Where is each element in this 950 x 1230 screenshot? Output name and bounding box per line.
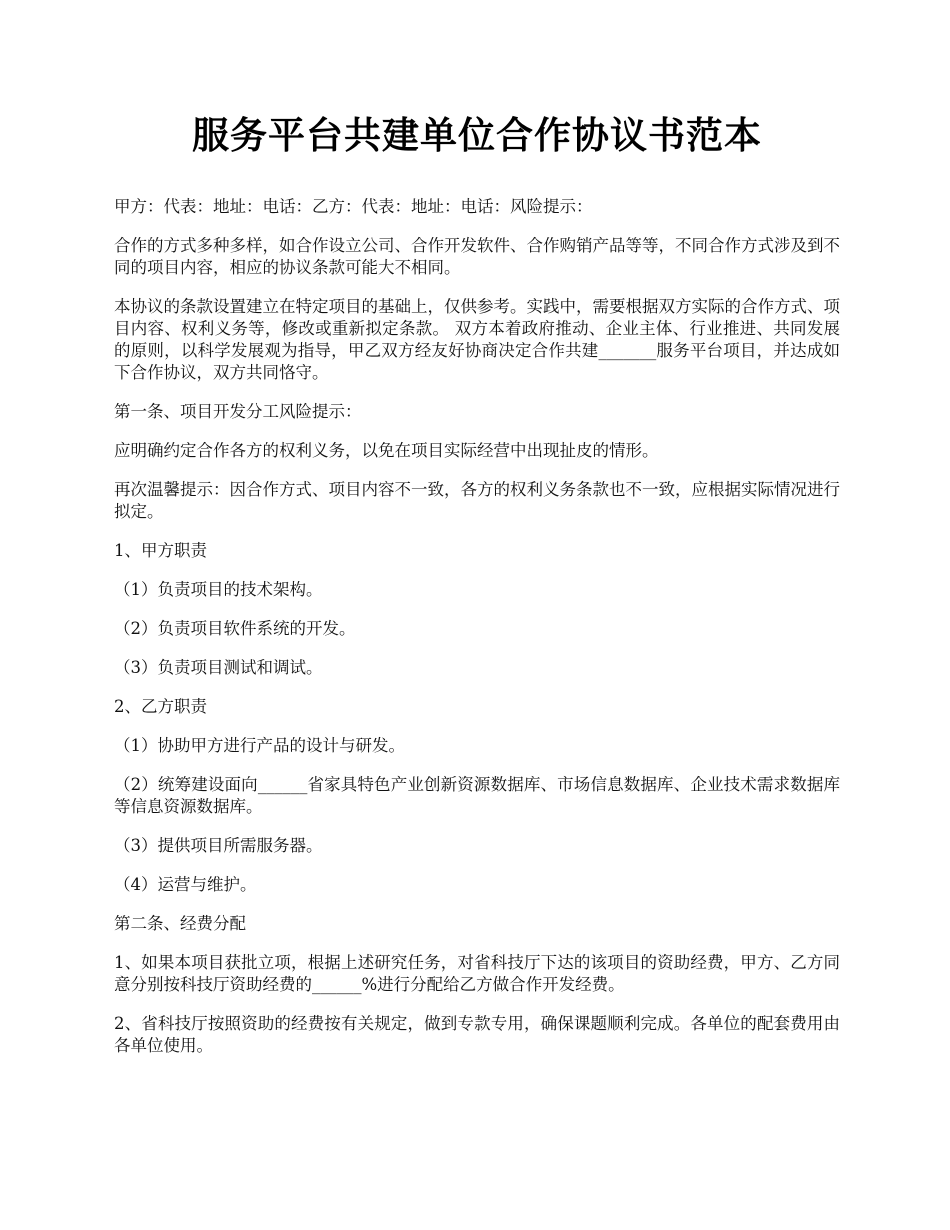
- paragraph-reminder: 再次温馨提示：因合作方式、项目内容不一致，各方的权利义务条款也不一致，应根据实际情况进行拟定。: [114, 480, 840, 521]
- party-b-duty-item: （4）运营与维护。: [114, 875, 257, 894]
- party-a-duty-item: （2）负责项目软件系统的开发。: [114, 619, 356, 638]
- party-b-duty-item: （1）协助甲方进行产品的设计与研发。: [114, 736, 405, 755]
- funding-clause: 1、如果本项目获批立项，根据上述研究任务，对省科技厅下达的该项目的资助经费，甲方、乙方同意分别按科技厅资助经费的______%进行分配给乙方做合作开发经费。: [114, 953, 840, 994]
- parties-line: 甲方：代表：地址：电话：乙方：代表：地址：电话：风险提示：: [114, 197, 593, 216]
- paragraph-cooperation-methods: 合作的方式多种多样，如合作设立公司、合作开发软件、合作购销产品等等，不同合作方式涉及到不同的项目内容，相应的协议条款可能大不相同。: [114, 236, 840, 277]
- paragraph-rights-obligations: 应明确约定合作各方的权利义务，以免在项目实际经营中出现扯皮的情形。: [114, 441, 659, 460]
- party-a-duty-item: （1）负责项目的技术架构。: [114, 580, 323, 599]
- party-b-duty-item: （2）统筹建设面向______省家具特色产业创新资源数据库、市场信息数据库、企业技术需求数据库等信息资源数据库。: [114, 775, 840, 816]
- funding-clause: 2、省科技厅按照资助的经费按有关规定，做到专款专用，确保课题顺利完成。各单位的配套费用由各单位使用。: [114, 1014, 840, 1055]
- party-a-duties-heading: 1、甲方职责: [114, 541, 207, 560]
- article-2-heading: 第二条、经费分配: [114, 914, 246, 933]
- article-1-heading: 第一条、项目开发分工风险提示：: [114, 402, 362, 421]
- document-title: 服务平台共建单位合作协议书范本: [192, 114, 762, 157]
- paragraph-agreement-basis: 本协议的条款设置建立在特定项目的基础上，仅供参考。实践中，需要根据双方实际的合作方式、项目内容、权利义务等，修改或重新拟定条款。 双方本着政府推动、企业主体、行业推进、共同发展的原则，以科学发展观为指导，甲乙双方经友好协商决定合作共建_______服务平台项目，并达成如下合作协议，双方共同恪守。: [114, 297, 840, 382]
- party-b-duty-item: （3）提供项目所需服务器。: [114, 836, 323, 855]
- party-b-duties-heading: 2、乙方职责: [114, 697, 207, 716]
- party-a-duty-item: （3）负责项目测试和调试。: [114, 658, 323, 677]
